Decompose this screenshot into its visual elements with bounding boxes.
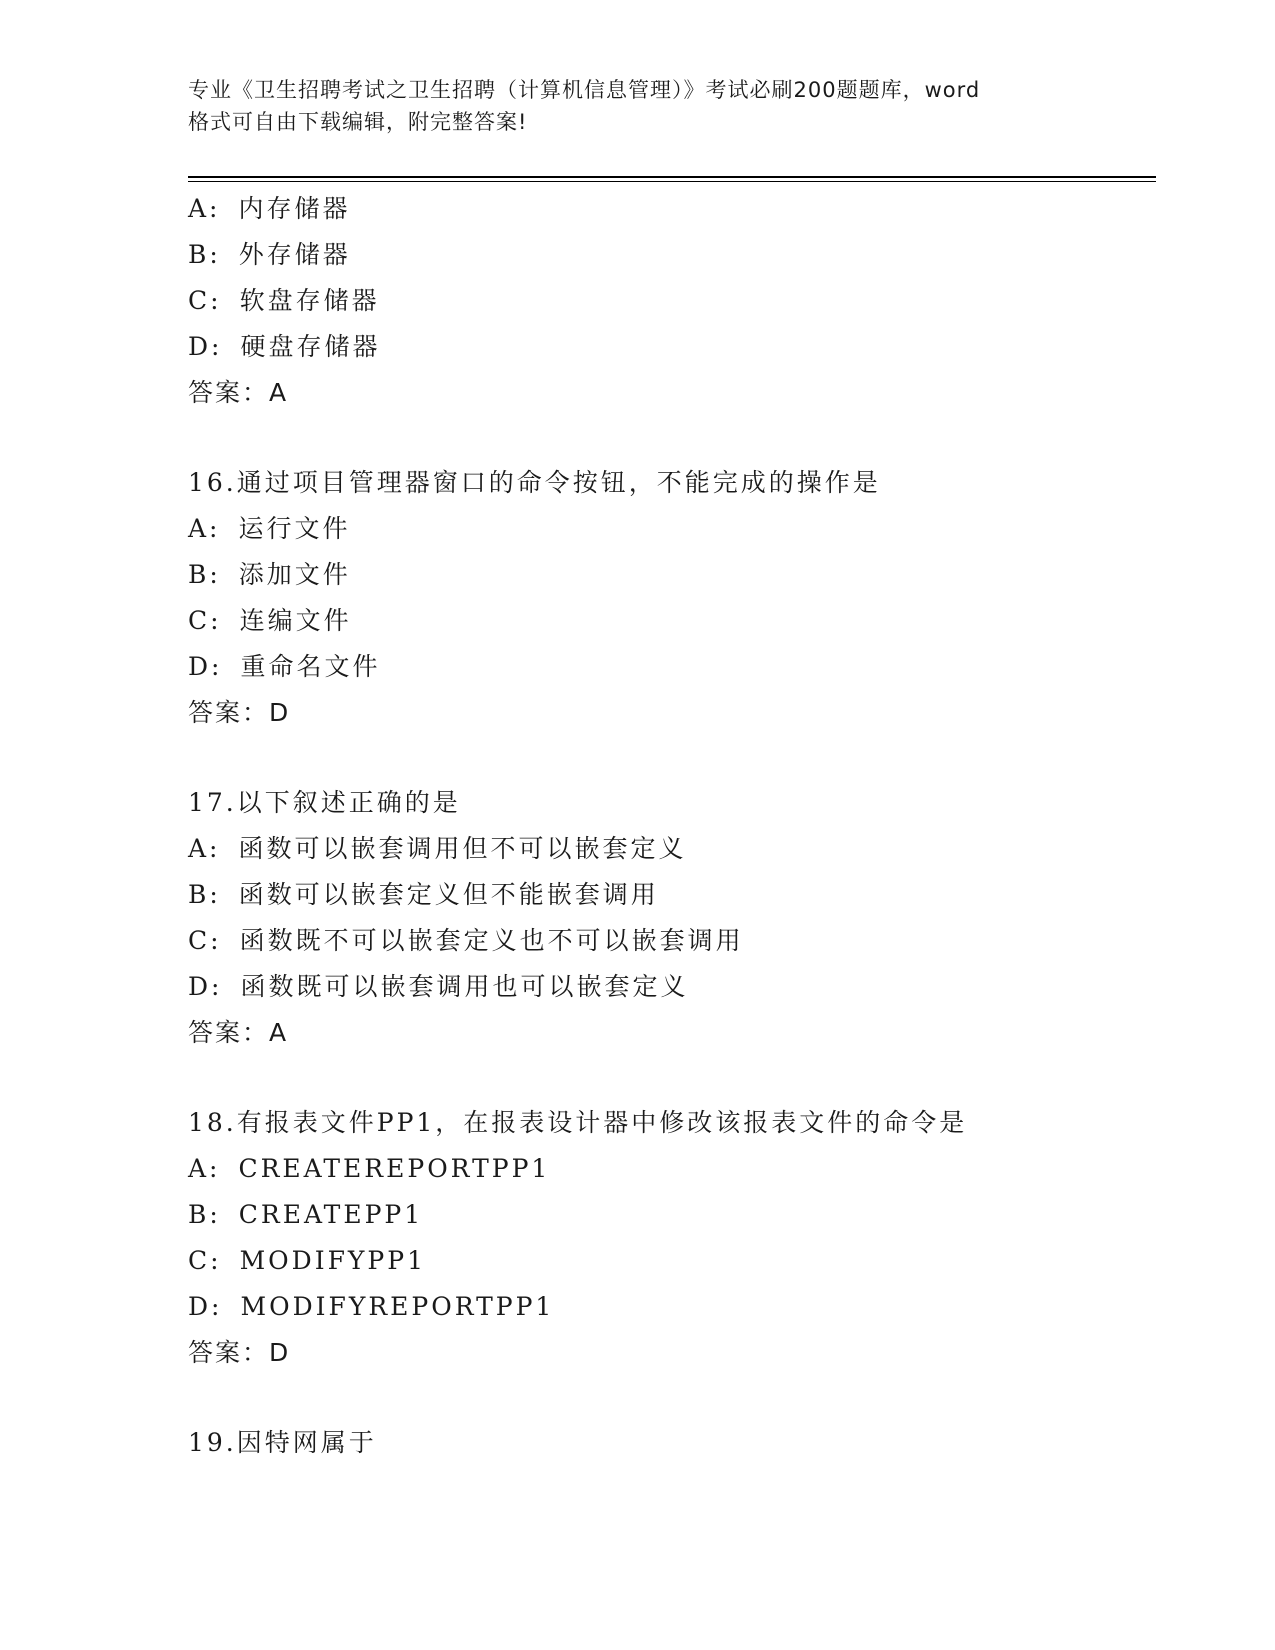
option-b: B: 添加文件 (188, 560, 351, 589)
option-d: D: 硬盘存储器 (188, 332, 381, 361)
document-header (188, 74, 1088, 138)
option-d: D: MODIFYREPORTPP1 (188, 1292, 555, 1321)
question-text: 16.通过项目管理器窗口的命令按钮，不能完成的操作是 (188, 468, 881, 497)
option-b: B: 外存储器 (188, 240, 351, 269)
option-d: D: 重命名文件 (188, 652, 381, 681)
question-18-block (188, 1100, 1156, 1376)
answer-line: 答案：D (188, 698, 291, 727)
option-a: A: 运行文件 (188, 514, 351, 543)
answer-line: 答案：A (188, 1018, 289, 1047)
question-15-block (188, 186, 1156, 416)
option-a: A: 内存储器 (188, 194, 351, 223)
header-divider-thin (188, 181, 1156, 182)
option-c: C: MODIFYPP1 (188, 1246, 426, 1275)
option-b: B: 函数可以嵌套定义但不能嵌套调用 (188, 880, 659, 909)
question-list (188, 186, 1156, 1466)
option-d: D: 函数既可以嵌套调用也可以嵌套定义 (188, 972, 689, 1001)
option-a: A: 函数可以嵌套调用但不可以嵌套定义 (188, 834, 687, 863)
header-line-2: 格式可自由下载编辑，附完整答案! (188, 110, 528, 134)
question-19-block (188, 1420, 1156, 1466)
question-text: 17.以下叙述正确的是 (188, 788, 461, 817)
header-line-1: 专业《卫生招聘考试之卫生招聘（计算机信息管理）》考试必刷200题题库，word (188, 78, 981, 102)
answer-line: 答案：D (188, 1338, 291, 1367)
question-17-block (188, 780, 1156, 1056)
question-text: 19.因特网属于 (188, 1428, 377, 1457)
option-b: B: CREATEPP1 (188, 1200, 424, 1229)
option-c: C: 函数既不可以嵌套定义也不可以嵌套调用 (188, 926, 744, 955)
option-a: A: CREATEREPORTPP1 (188, 1154, 551, 1183)
option-c: C: 连编文件 (188, 606, 352, 635)
question-16-block (188, 460, 1156, 736)
answer-line: 答案：A (188, 378, 289, 407)
header-divider-thick (188, 176, 1156, 178)
question-text: 18.有报表文件PP1，在报表设计器中修改该报表文件的命令是 (188, 1108, 968, 1137)
option-c: C: 软盘存储器 (188, 286, 380, 315)
